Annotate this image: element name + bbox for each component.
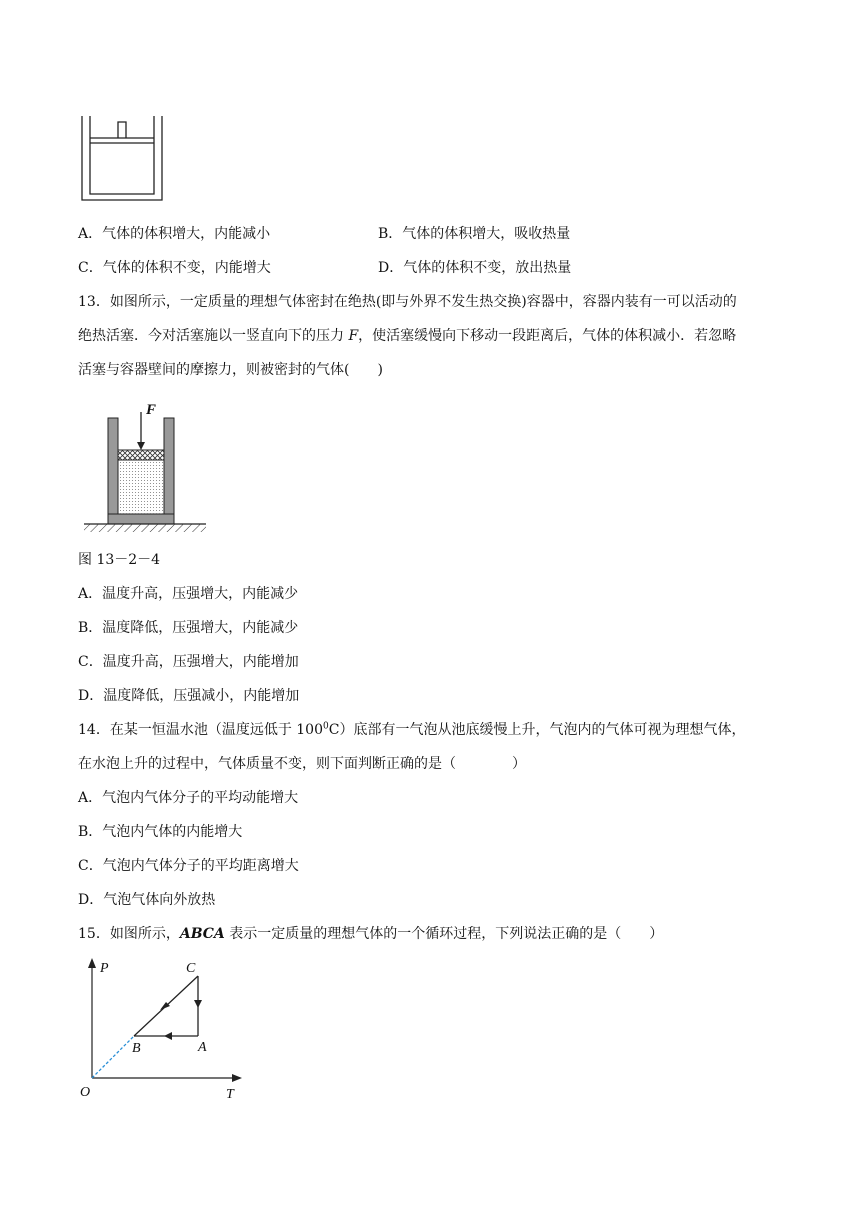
q14-option-a: A．气泡内气体分子的平均动能增大 (78, 790, 299, 806)
q14-option-b: B．气泡内气体的内能增大 (78, 824, 243, 840)
q13-stem-line3: 活塞与容器壁间的摩擦力，则被密封的气体( ) (78, 362, 383, 378)
p-axis-label: P (100, 961, 109, 976)
q13-option-c: C．温度升高，压强增大，内能增加 (78, 654, 299, 670)
q12-cylinder-figure (80, 114, 166, 202)
q13-option-b: B．温度降低，压强增大，内能减少 (78, 620, 299, 636)
origin-label: O (80, 1085, 91, 1100)
point-c-label: C (186, 961, 196, 976)
point-a-label: A (198, 1040, 207, 1055)
q13-figure-caption: 图 13－2－4 (78, 552, 161, 568)
q13-option-d: D．温度降低，压强减小，内能增加 (78, 688, 300, 704)
q12-option-d: D．气体的体积不变，放出热量 (378, 260, 572, 276)
force-label: F (146, 402, 157, 418)
q13-stem-line1: 13．如图所示，一定质量的理想气体密封在绝热(即与外界不发生热交换)容器中，容器内装有一可以活动的 (78, 294, 737, 310)
q12-option-b: B．气体的体积增大，吸收热量 (378, 226, 571, 242)
q12-option-a: A．气体的体积增大，内能减小 (78, 226, 271, 242)
q13-container-figure (80, 398, 210, 538)
q14-stem-line1: 14．在某一恒温水池（温度远低于 $100^0C$）底部有一气泡从池底缓慢上升，气泡内的气体可视为理想气体， (78, 721, 746, 738)
q13-stem-line2: 绝热活塞．今对活塞施以一竖直向下的压力 F，使活塞缓慢向下移动一段距离后，气体的体积减小．若忽略 (78, 328, 737, 344)
q14-option-d: D．气泡气体向外放热 (78, 892, 216, 908)
q14-option-c: C．气泡内气体分子的平均距离增大 (78, 858, 299, 874)
q15-pt-diagram (76, 956, 256, 1102)
t-axis-label: T (226, 1087, 234, 1102)
point-b-label: B (132, 1041, 141, 1056)
q12-option-c: C．气体的体积不变，内能增大 (78, 260, 271, 276)
q15-stem: 15．如图所示，ABCA 表示一定质量的理想气体的一个循环过程，下列说法正确的是（ ） (78, 926, 664, 942)
q14-stem-line2: 在水泡上升的过程中，气体质量不变，则下面判断正确的是（ ） (78, 756, 526, 772)
q13-option-a: A．温度升高，压强增大，内能减少 (78, 586, 299, 602)
